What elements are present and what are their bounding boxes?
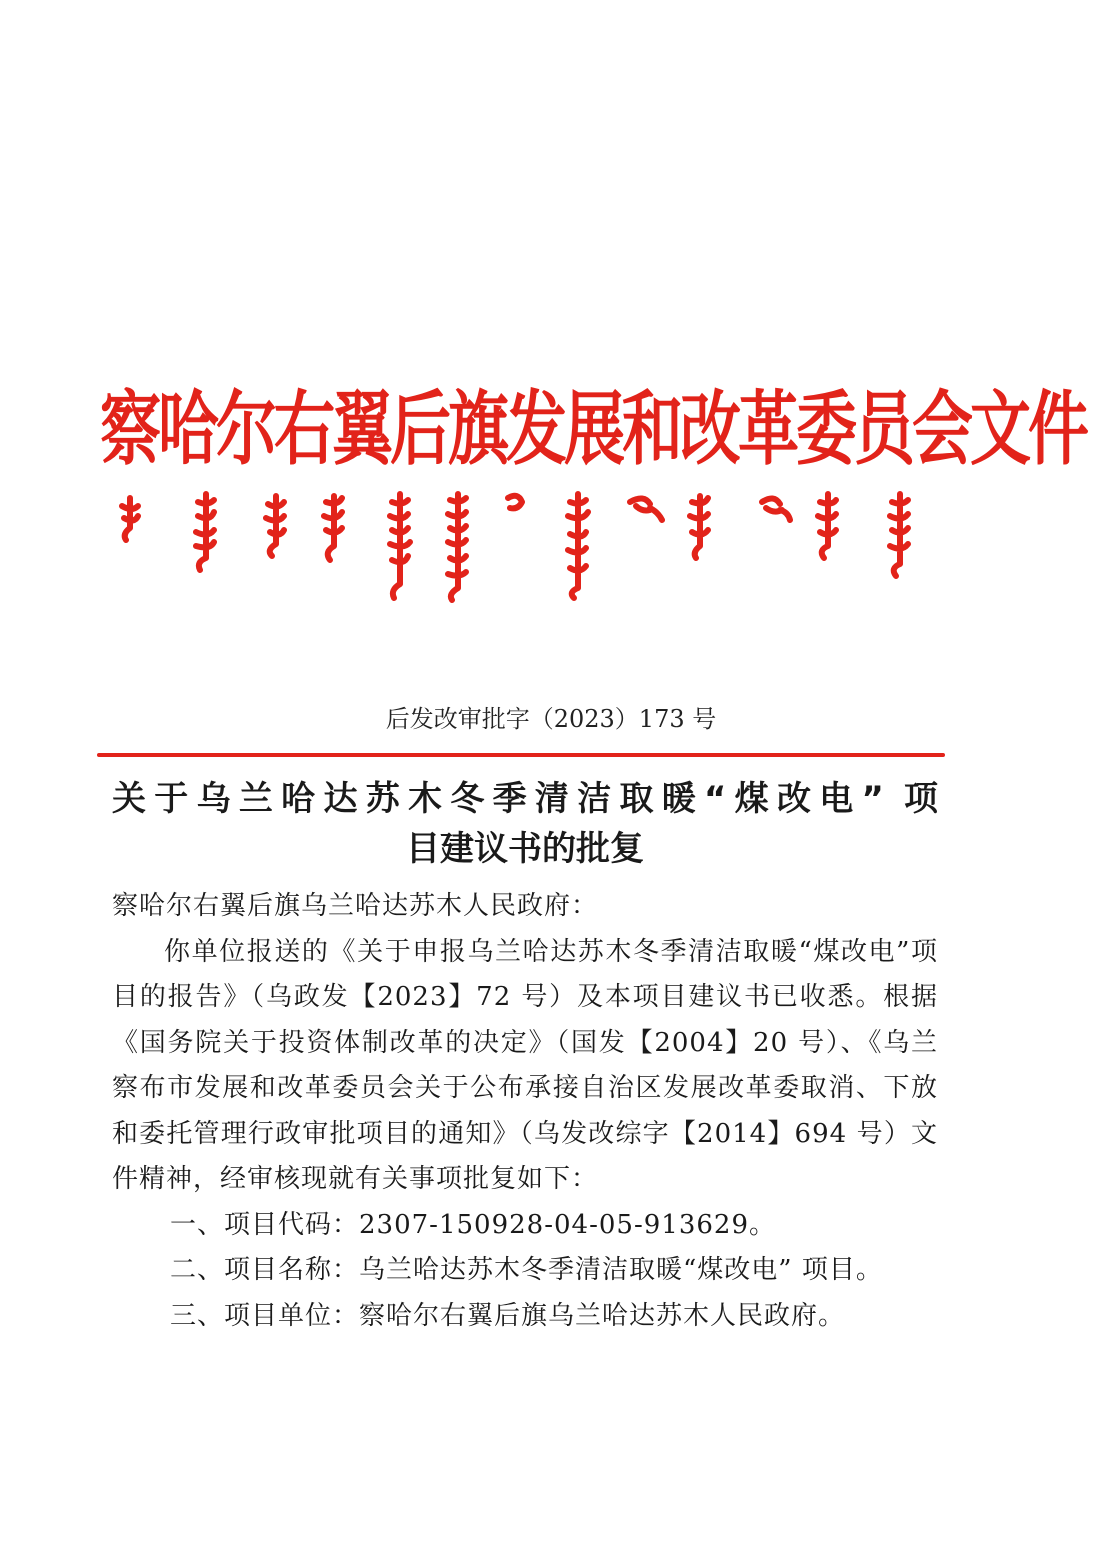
addressee: 察哈尔右翼后旗乌兰哈达苏木人民政府： bbox=[112, 891, 599, 921]
body-paragraph: 你单位报送的《关于申报乌兰哈达苏木冬季清洁取暖“煤改电”项目的报告》（乌政发【2023】72 号）及本项目建议书已收悉。根据《国务院关于投资体制改革的决定》（国发【2004】20 号）、《乌兰察布市发展和改革委员会关于公布承接自治区发展改革委取消、下放和委托管理行政审批项目的通知》（乌发改综字【2014】694 号）文件精神，经审核现就有关事项批复如下： bbox=[112, 936, 938, 1194]
mongolian-script-masthead bbox=[110, 488, 930, 608]
document-title-line-1: 关于乌兰哈达苏木冬季清洁取暖“煤改电” 项 bbox=[112, 779, 938, 819]
item-project-code: 一、项目代码：2307-150928-04-05-913629。 bbox=[170, 1209, 776, 1240]
document-title bbox=[112, 774, 938, 874]
document-body bbox=[112, 884, 938, 1339]
red-divider-line bbox=[97, 753, 945, 757]
item-project-name: 二、项目名称：乌兰哈达苏木冬季清洁取暖“煤改电” 项目。 bbox=[170, 1255, 883, 1285]
document-number: 后发改审批字（2023）173 号 bbox=[385, 705, 717, 733]
document-title-line-2: 目建议书的批复 bbox=[406, 829, 644, 869]
masthead-title: 察哈尔右翼后旗发展和改革委员会文件 bbox=[100, 383, 1087, 477]
mongolian-script-graphic bbox=[110, 488, 930, 608]
item-project-unit: 三、项目单位：察哈尔右翼后旗乌兰哈达苏木人民政府。 bbox=[170, 1300, 846, 1331]
